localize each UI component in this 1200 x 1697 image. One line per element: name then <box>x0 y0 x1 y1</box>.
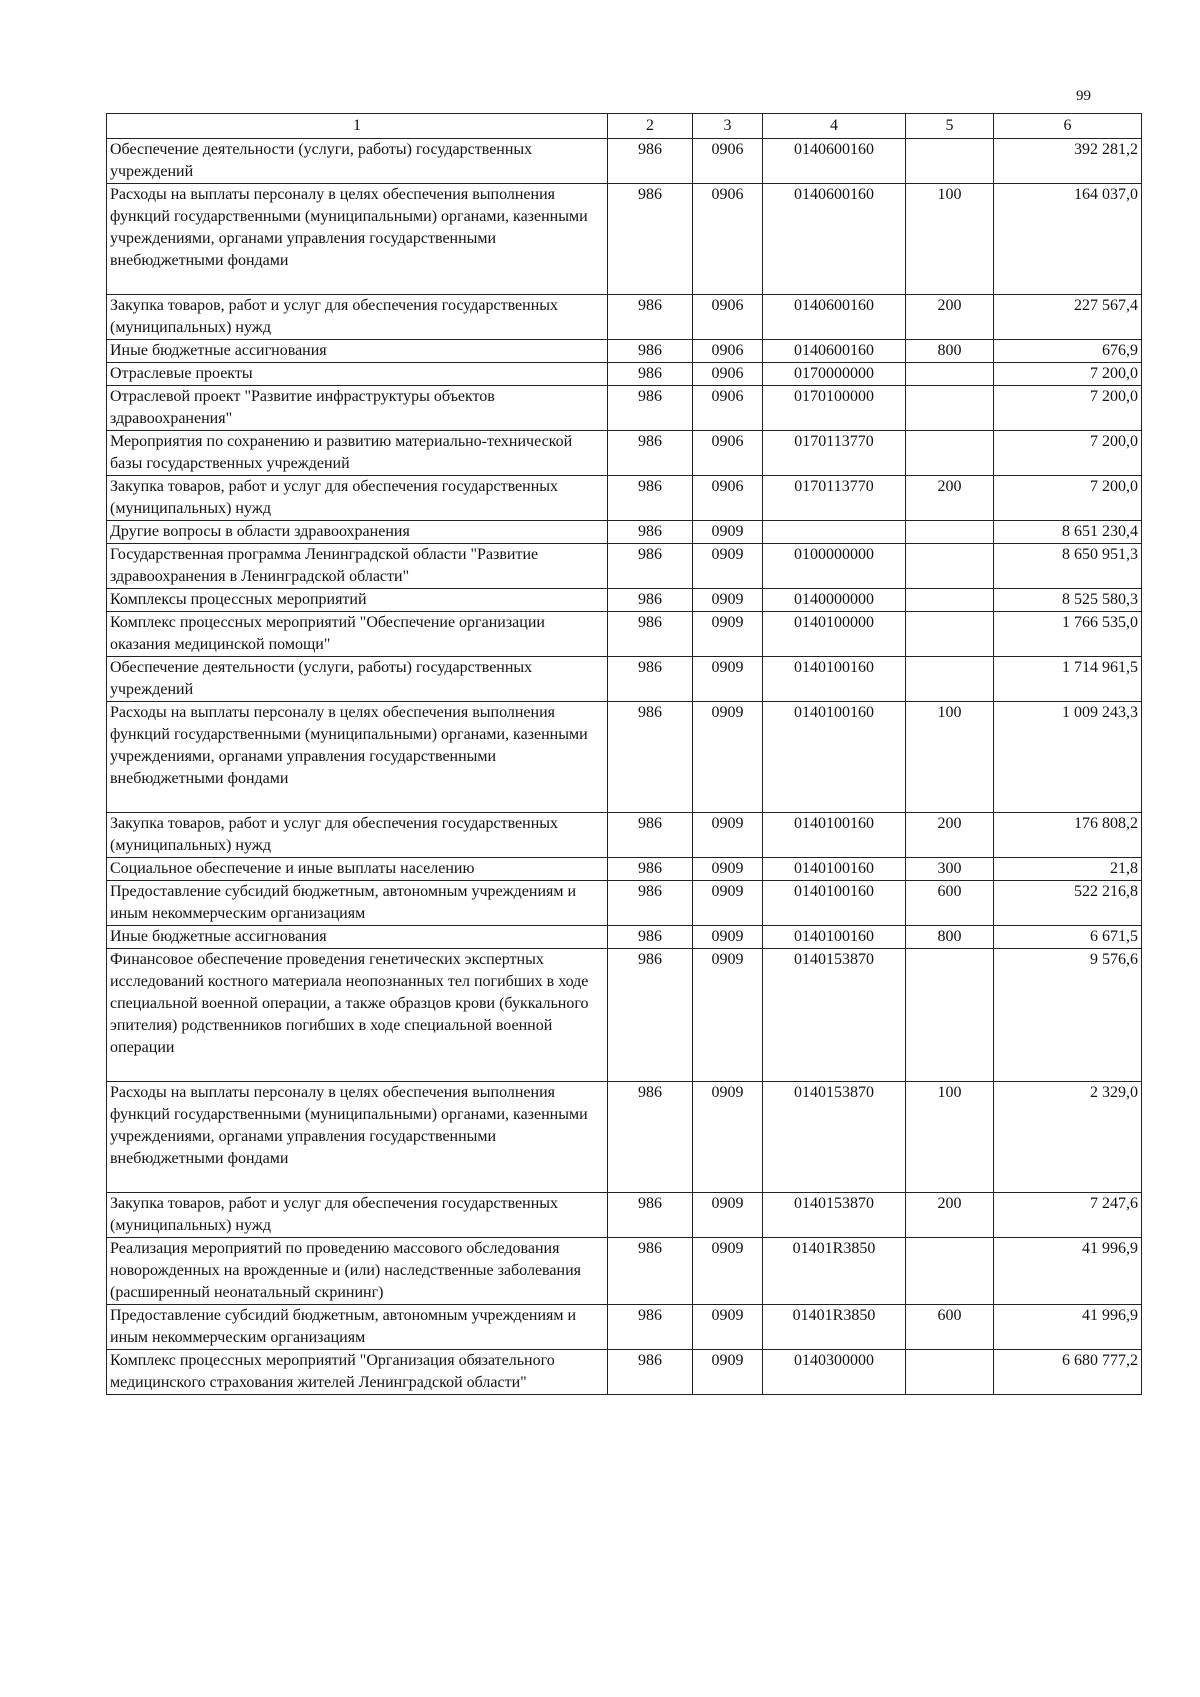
column-header: 4 <box>763 114 906 139</box>
admin-code-cell: 986 <box>608 612 693 657</box>
target-article-cell: 0140153870 <box>763 949 906 1082</box>
expense-type-cell <box>906 363 994 386</box>
amount-cell: 7 247,6 <box>994 1193 1142 1238</box>
expense-type-cell <box>906 1238 994 1305</box>
table-row <box>107 521 1142 544</box>
amount-cell: 164 037,0 <box>994 184 1142 295</box>
section-code-cell: 0906 <box>693 184 763 295</box>
table-row <box>107 949 1142 1082</box>
expense-type-cell: 100 <box>906 1082 994 1193</box>
amount-cell: 2 329,0 <box>994 1082 1142 1193</box>
admin-code-cell: 986 <box>608 386 693 431</box>
expense-type-cell: 800 <box>906 340 994 363</box>
amount-cell: 7 200,0 <box>994 386 1142 431</box>
section-code-cell: 0909 <box>693 1350 763 1395</box>
admin-code-cell: 986 <box>608 521 693 544</box>
row-name-cell: Комплексы процессных мероприятий <box>107 589 608 612</box>
admin-code-cell: 986 <box>608 1350 693 1395</box>
admin-code-cell: 986 <box>608 926 693 949</box>
row-name-cell: Финансовое обеспечение проведения генетических экспертных исследований костного материала неопознанных тел погибших в ходе специальной военной операции, а также образцов крови (буккального эпителия) родственников погибших в ходе специальной военной операции <box>107 949 608 1082</box>
admin-code-cell: 986 <box>608 184 693 295</box>
expense-type-cell <box>906 386 994 431</box>
row-name-cell: Расходы на выплаты персоналу в целях обеспечения выполнения функций государственными (муниципальными) органами, казенными учреждениями, органами управления государственными внебюджетными фондами <box>107 702 608 813</box>
amount-cell: 41 996,9 <box>994 1305 1142 1350</box>
table-row <box>107 813 1142 858</box>
table-row <box>107 340 1142 363</box>
row-name-cell: Закупка товаров, работ и услуг для обеспечения государственных (муниципальных) нужд <box>107 476 608 521</box>
expense-type-cell: 300 <box>906 858 994 881</box>
expense-type-cell: 200 <box>906 295 994 340</box>
row-name-cell: Предоставление субсидий бюджетным, автономным учреждениям и иным некоммерческим организациям <box>107 881 608 926</box>
column-header: 2 <box>608 114 693 139</box>
target-article-cell: 0170100000 <box>763 386 906 431</box>
admin-code-cell: 986 <box>608 1305 693 1350</box>
section-code-cell: 0906 <box>693 295 763 340</box>
row-name-cell: Мероприятия по сохранению и развитию материально-технической базы государственных учреждений <box>107 431 608 476</box>
table-row <box>107 858 1142 881</box>
table-row <box>107 612 1142 657</box>
target-article-cell: 0140153870 <box>763 1082 906 1193</box>
target-article-cell: 0140300000 <box>763 1350 906 1395</box>
table-row <box>107 476 1142 521</box>
section-code-cell: 0906 <box>693 476 763 521</box>
row-name-cell: Государственная программа Ленинградской области "Развитие здравоохранения в Ленинградской области" <box>107 544 608 589</box>
target-article-cell: 0170113770 <box>763 476 906 521</box>
target-article-cell: 0140100000 <box>763 612 906 657</box>
target-article-cell: 0140100160 <box>763 926 906 949</box>
row-name-cell: Закупка товаров, работ и услуг для обеспечения государственных (муниципальных) нужд <box>107 295 608 340</box>
expense-type-cell: 200 <box>906 1193 994 1238</box>
target-article-cell: 0140100160 <box>763 702 906 813</box>
admin-code-cell: 986 <box>608 476 693 521</box>
target-article-cell: 0100000000 <box>763 544 906 589</box>
column-header: 1 <box>107 114 608 139</box>
section-code-cell: 0906 <box>693 139 763 184</box>
target-article-cell: 0140100160 <box>763 858 906 881</box>
amount-cell: 7 200,0 <box>994 476 1142 521</box>
expense-type-cell: 100 <box>906 702 994 813</box>
section-code-cell: 0909 <box>693 858 763 881</box>
row-name-cell: Комплекс процессных мероприятий "Организация обязательного медицинского страхования жителей Ленинградской области" <box>107 1350 608 1395</box>
expense-type-cell: 200 <box>906 813 994 858</box>
section-code-cell: 0909 <box>693 813 763 858</box>
admin-code-cell: 986 <box>608 813 693 858</box>
admin-code-cell: 986 <box>608 949 693 1082</box>
table-row <box>107 431 1142 476</box>
amount-cell: 7 200,0 <box>994 431 1142 476</box>
expense-type-cell: 200 <box>906 476 994 521</box>
row-name-cell: Отраслевые проекты <box>107 363 608 386</box>
table-row <box>107 589 1142 612</box>
section-code-cell: 0909 <box>693 702 763 813</box>
table-row <box>107 184 1142 295</box>
row-name-cell: Иные бюджетные ассигнования <box>107 340 608 363</box>
target-article-cell: 0140100160 <box>763 657 906 702</box>
admin-code-cell: 986 <box>608 657 693 702</box>
admin-code-cell: 986 <box>608 139 693 184</box>
amount-cell: 8 525 580,3 <box>994 589 1142 612</box>
admin-code-cell: 986 <box>608 702 693 813</box>
target-article-cell: 0140100160 <box>763 813 906 858</box>
section-code-cell: 0909 <box>693 544 763 589</box>
admin-code-cell: 986 <box>608 431 693 476</box>
target-article-cell: 0170000000 <box>763 363 906 386</box>
amount-cell: 41 996,9 <box>994 1238 1142 1305</box>
amount-cell: 9 576,6 <box>994 949 1142 1082</box>
expense-type-cell: 800 <box>906 926 994 949</box>
row-name-cell: Расходы на выплаты персоналу в целях обеспечения выполнения функций государственными (муниципальными) органами, казенными учреждениями, органами управления государственными внебюджетными фондами <box>107 1082 608 1193</box>
target-article-cell: 0140600160 <box>763 139 906 184</box>
row-name-cell: Иные бюджетные ассигнования <box>107 926 608 949</box>
admin-code-cell: 986 <box>608 340 693 363</box>
row-name-cell: Предоставление субсидий бюджетным, автономным учреждениям и иным некоммерческим организациям <box>107 1305 608 1350</box>
admin-code-cell: 986 <box>608 1082 693 1193</box>
admin-code-cell: 986 <box>608 1238 693 1305</box>
header-row <box>107 114 1142 139</box>
section-code-cell: 0909 <box>693 521 763 544</box>
amount-cell: 676,9 <box>994 340 1142 363</box>
row-name-cell: Обеспечение деятельности (услуги, работы) государственных учреждений <box>107 139 608 184</box>
section-code-cell: 0906 <box>693 386 763 431</box>
section-code-cell: 0906 <box>693 431 763 476</box>
admin-code-cell: 986 <box>608 858 693 881</box>
row-name-cell: Расходы на выплаты персоналу в целях обеспечения выполнения функций государственными (муниципальными) органами, казенными учреждениями, органами управления государственными внебюджетными фондами <box>107 184 608 295</box>
target-article-cell: 0170113770 <box>763 431 906 476</box>
section-code-cell: 0909 <box>693 1305 763 1350</box>
column-header: 3 <box>693 114 763 139</box>
expense-type-cell <box>906 521 994 544</box>
section-code-cell: 0909 <box>693 1082 763 1193</box>
section-code-cell: 0906 <box>693 340 763 363</box>
expense-type-cell: 600 <box>906 1305 994 1350</box>
amount-cell: 1 766 535,0 <box>994 612 1142 657</box>
target-article-cell: 0140153870 <box>763 1193 906 1238</box>
row-name-cell: Обеспечение деятельности (услуги, работы) государственных учреждений <box>107 657 608 702</box>
table-row <box>107 295 1142 340</box>
row-name-cell: Реализация мероприятий по проведению массового обследования новорожденных на врожденные и (или) наследственные заболевания (расширенный неонатальный скрининг) <box>107 1238 608 1305</box>
amount-cell: 21,8 <box>994 858 1142 881</box>
admin-code-cell: 986 <box>608 881 693 926</box>
section-code-cell: 0909 <box>693 881 763 926</box>
row-name-cell: Закупка товаров, работ и услуг для обеспечения государственных (муниципальных) нужд <box>107 813 608 858</box>
target-article-cell: 0140100160 <box>763 881 906 926</box>
amount-cell: 6 671,5 <box>994 926 1142 949</box>
admin-code-cell: 986 <box>608 544 693 589</box>
admin-code-cell: 986 <box>608 1193 693 1238</box>
section-code-cell: 0909 <box>693 657 763 702</box>
column-header: 5 <box>906 114 994 139</box>
amount-cell: 227 567,4 <box>994 295 1142 340</box>
table-row <box>107 1238 1142 1305</box>
amount-cell: 8 651 230,4 <box>994 521 1142 544</box>
table-row <box>107 1350 1142 1395</box>
amount-cell: 522 216,8 <box>994 881 1142 926</box>
table-row <box>107 1193 1142 1238</box>
table-row <box>107 1305 1142 1350</box>
expense-type-cell: 600 <box>906 881 994 926</box>
row-name-cell: Комплекс процессных мероприятий "Обеспечение организации оказания медицинской помощи" <box>107 612 608 657</box>
amount-cell: 176 808,2 <box>994 813 1142 858</box>
budget-table <box>106 113 1142 1395</box>
table-row <box>107 544 1142 589</box>
expense-type-cell <box>906 1350 994 1395</box>
target-article-cell: 0140600160 <box>763 295 906 340</box>
table-row <box>107 702 1142 813</box>
amount-cell: 392 281,2 <box>994 139 1142 184</box>
admin-code-cell: 986 <box>608 589 693 612</box>
row-name-cell: Закупка товаров, работ и услуг для обеспечения государственных (муниципальных) нужд <box>107 1193 608 1238</box>
admin-code-cell: 986 <box>608 363 693 386</box>
table-row <box>107 363 1142 386</box>
target-article-cell: 01401R3850 <box>763 1305 906 1350</box>
table-row <box>107 386 1142 431</box>
page-number: 99 <box>1076 88 1091 104</box>
column-header: 6 <box>994 114 1142 139</box>
expense-type-cell <box>906 657 994 702</box>
amount-cell: 6 680 777,2 <box>994 1350 1142 1395</box>
admin-code-cell: 986 <box>608 295 693 340</box>
table-row <box>107 657 1142 702</box>
section-code-cell: 0909 <box>693 1238 763 1305</box>
target-article-cell <box>763 521 906 544</box>
row-name-cell: Отраслевой проект "Развитие инфраструктуры объектов здравоохранения" <box>107 386 608 431</box>
table-row <box>107 881 1142 926</box>
expense-type-cell <box>906 612 994 657</box>
expense-type-cell <box>906 544 994 589</box>
target-article-cell: 01401R3850 <box>763 1238 906 1305</box>
target-article-cell: 0140600160 <box>763 340 906 363</box>
expense-type-cell <box>906 139 994 184</box>
expense-type-cell <box>906 589 994 612</box>
row-name-cell: Социальное обеспечение и иные выплаты населению <box>107 858 608 881</box>
expense-type-cell <box>906 949 994 1082</box>
section-code-cell: 0909 <box>693 589 763 612</box>
amount-cell: 1 714 961,5 <box>994 657 1142 702</box>
amount-cell: 1 009 243,3 <box>994 702 1142 813</box>
section-code-cell: 0909 <box>693 1193 763 1238</box>
expense-type-cell: 100 <box>906 184 994 295</box>
table-row <box>107 926 1142 949</box>
table-row <box>107 139 1142 184</box>
amount-cell: 7 200,0 <box>994 363 1142 386</box>
amount-cell: 8 650 951,3 <box>994 544 1142 589</box>
expense-type-cell <box>906 431 994 476</box>
section-code-cell: 0909 <box>693 949 763 1082</box>
section-code-cell: 0909 <box>693 926 763 949</box>
target-article-cell: 0140000000 <box>763 589 906 612</box>
row-name-cell: Другие вопросы в области здравоохранения <box>107 521 608 544</box>
section-code-cell: 0906 <box>693 363 763 386</box>
target-article-cell: 0140600160 <box>763 184 906 295</box>
section-code-cell: 0909 <box>693 612 763 657</box>
table-row <box>107 1082 1142 1193</box>
